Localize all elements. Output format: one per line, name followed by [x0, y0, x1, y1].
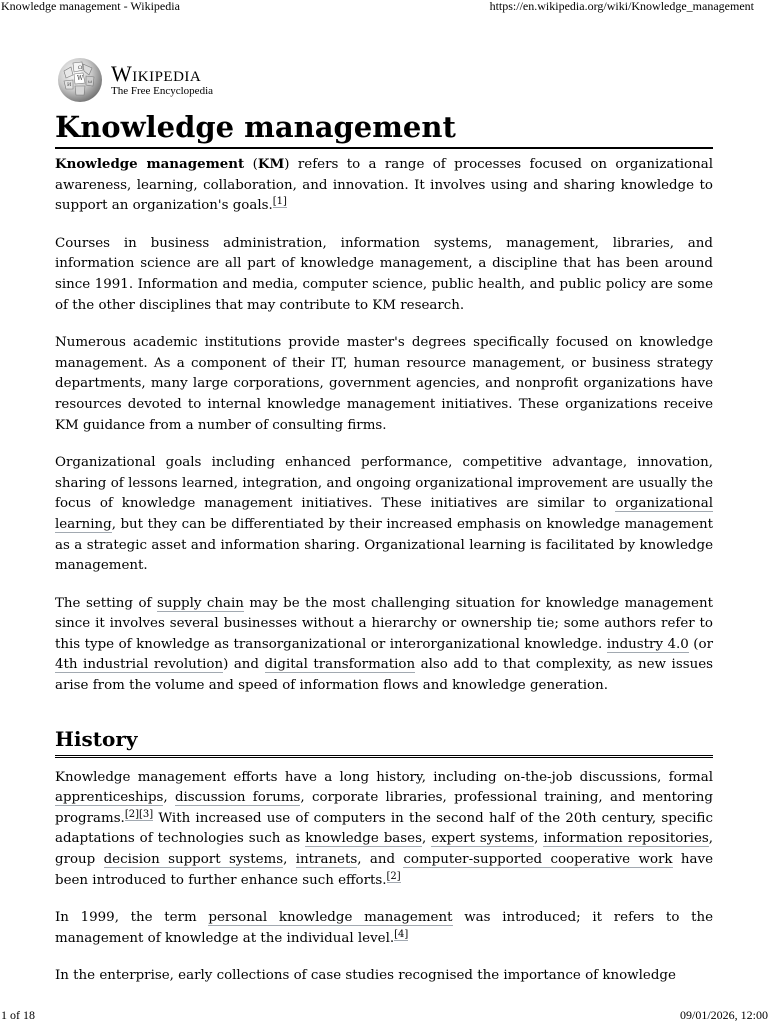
- history-paragraph-3: In the enterprise, early collections of case studies recognised the importance of knowledge: [55, 968, 676, 984]
- link-decision-support-systems[interactable]: decision support systems: [103, 852, 284, 868]
- intro-paragraph-4: Organizational goals including enhanced performance, competitive advantage, innovation, sharing of lessons learned, integration, and ongoing organizational improvement are usually the focus of knowledge management initiatives. These initiatives are similar to organizational learning, but they can be differentiated by their increased emphasis on knowledge management as a strategic asset and information sharing. Organizational learning is facilitated by knowledge management.: [55, 455, 713, 574]
- citation-ref[interactable]: [4]: [394, 928, 409, 940]
- term-bold: Knowledge management: [55, 156, 245, 172]
- abbr-bold: KM: [257, 156, 285, 172]
- link-knowledge-bases[interactable]: knowledge bases: [305, 831, 422, 847]
- link-information-repositories[interactable]: information repositories: [543, 831, 709, 847]
- wikipedia-globe-icon: [55, 55, 105, 105]
- page-content: [55, 56, 713, 987]
- print-header: [0, 0, 768, 13]
- link-digital-transformation[interactable]: digital transformation: [264, 657, 416, 673]
- print-footer: [0, 1008, 768, 1022]
- svg-text:И: И: [67, 82, 72, 88]
- wikipedia-wordmark: [111, 63, 213, 97]
- history-paragraph-2: In 1999, the term personal knowledge management was introduced; it refers to the management of knowledge at the individual level.[4]: [55, 910, 714, 946]
- link-apprenticeships[interactable]: apprenticeships: [55, 790, 164, 806]
- wikipedia-logo[interactable]: [55, 56, 713, 104]
- link-personal-knowledge-management[interactable]: personal knowledge management: [208, 910, 453, 926]
- link-4th-industrial-revolution[interactable]: 4th industrial revolution: [55, 657, 224, 673]
- print-header-title: Knowledge management - Wikipedia: [1, 0, 180, 13]
- wordmark-text: Wikipedia: [111, 61, 202, 86]
- print-page-number: 1 of 18: [1, 1008, 35, 1022]
- link-industry-4[interactable]: industry 4.0: [606, 636, 689, 652]
- citation-ref[interactable]: [1]: [272, 196, 287, 208]
- page-title: Knowledge management: [55, 109, 713, 149]
- section-heading-history: History: [55, 725, 713, 758]
- citation-ref[interactable]: [3]: [139, 808, 154, 820]
- link-expert-systems[interactable]: expert systems: [431, 831, 535, 847]
- intro-paragraph-5: The setting of supply chain may be the most challenging situation for knowledge management since it involves several businesses without a hierarchy or ownership tie; some authors refer to this type of knowledge as transorganizational or interorganizational knowledge. industry 4.0 (or 4th industrial revolution) and digital transformation also add to that complexity, as new issues arise from the volume and speed of information flows and knowledge generation.: [55, 595, 713, 694]
- link-intranets[interactable]: intranets: [295, 852, 358, 868]
- link-computer-supported-cooperative-work[interactable]: computer-supported cooperative work: [403, 852, 673, 868]
- intro-paragraph-1: Knowledge management (KM) refers to a range of processes focused on organizational awareness, learning, collaboration, and innovation. It involves using and sharing knowledge to support an organization's goals.[1]: [55, 156, 713, 214]
- print-timestamp: 09/01/2026, 12:00: [679, 1008, 768, 1022]
- link-organizational-learning[interactable]: organizational learning: [55, 496, 713, 532]
- citation-ref[interactable]: [2]: [124, 808, 139, 820]
- wordmark-tagline: The Free Encyclopedia: [111, 85, 214, 97]
- svg-text:Ω: Ω: [78, 65, 83, 71]
- intro-paragraph-2: Courses in business administration, information systems, management, libraries, and information science are all part of knowledge management, a discipline that has been around since 1991. Information and media, computer science, public health, and public policy are some of the other disciplines that may contribute to KM research.: [55, 235, 713, 313]
- link-supply-chain[interactable]: supply chain: [156, 595, 244, 611]
- svg-text:W: W: [77, 75, 84, 82]
- history-paragraph-1: Knowledge management efforts have a long history, including on-the-job discussions, formal apprenticeships, discussion forums, corporate libraries, professional training, and mentoring programs.[2][3] With increased use of computers in the second half of the 20th century, specific adaptations of technologies such as knowledge bases, expert systems, information repositories, group decision support systems, intranets, and computer-supported cooperative work have been introduced to further enhance such efforts.[2]: [55, 769, 714, 888]
- citation-ref[interactable]: [2]: [386, 870, 401, 882]
- print-header-url: https://en.wikipedia.org/wiki/Knowledge_management: [489, 0, 754, 13]
- link-discussion-forums[interactable]: discussion forums: [174, 790, 301, 806]
- intro-paragraph-3: Numerous academic institutions provide master's degrees specifically focused on knowledge management. As a component of their IT, human resource management, or business strategy departments, many large corporations, government agencies, and nonprofit organizations have resources devoted to internal knowledge management initiatives. These organizations receive KM guidance from a number of consulting firms.: [55, 335, 713, 433]
- svg-text:ω: ω: [88, 79, 93, 85]
